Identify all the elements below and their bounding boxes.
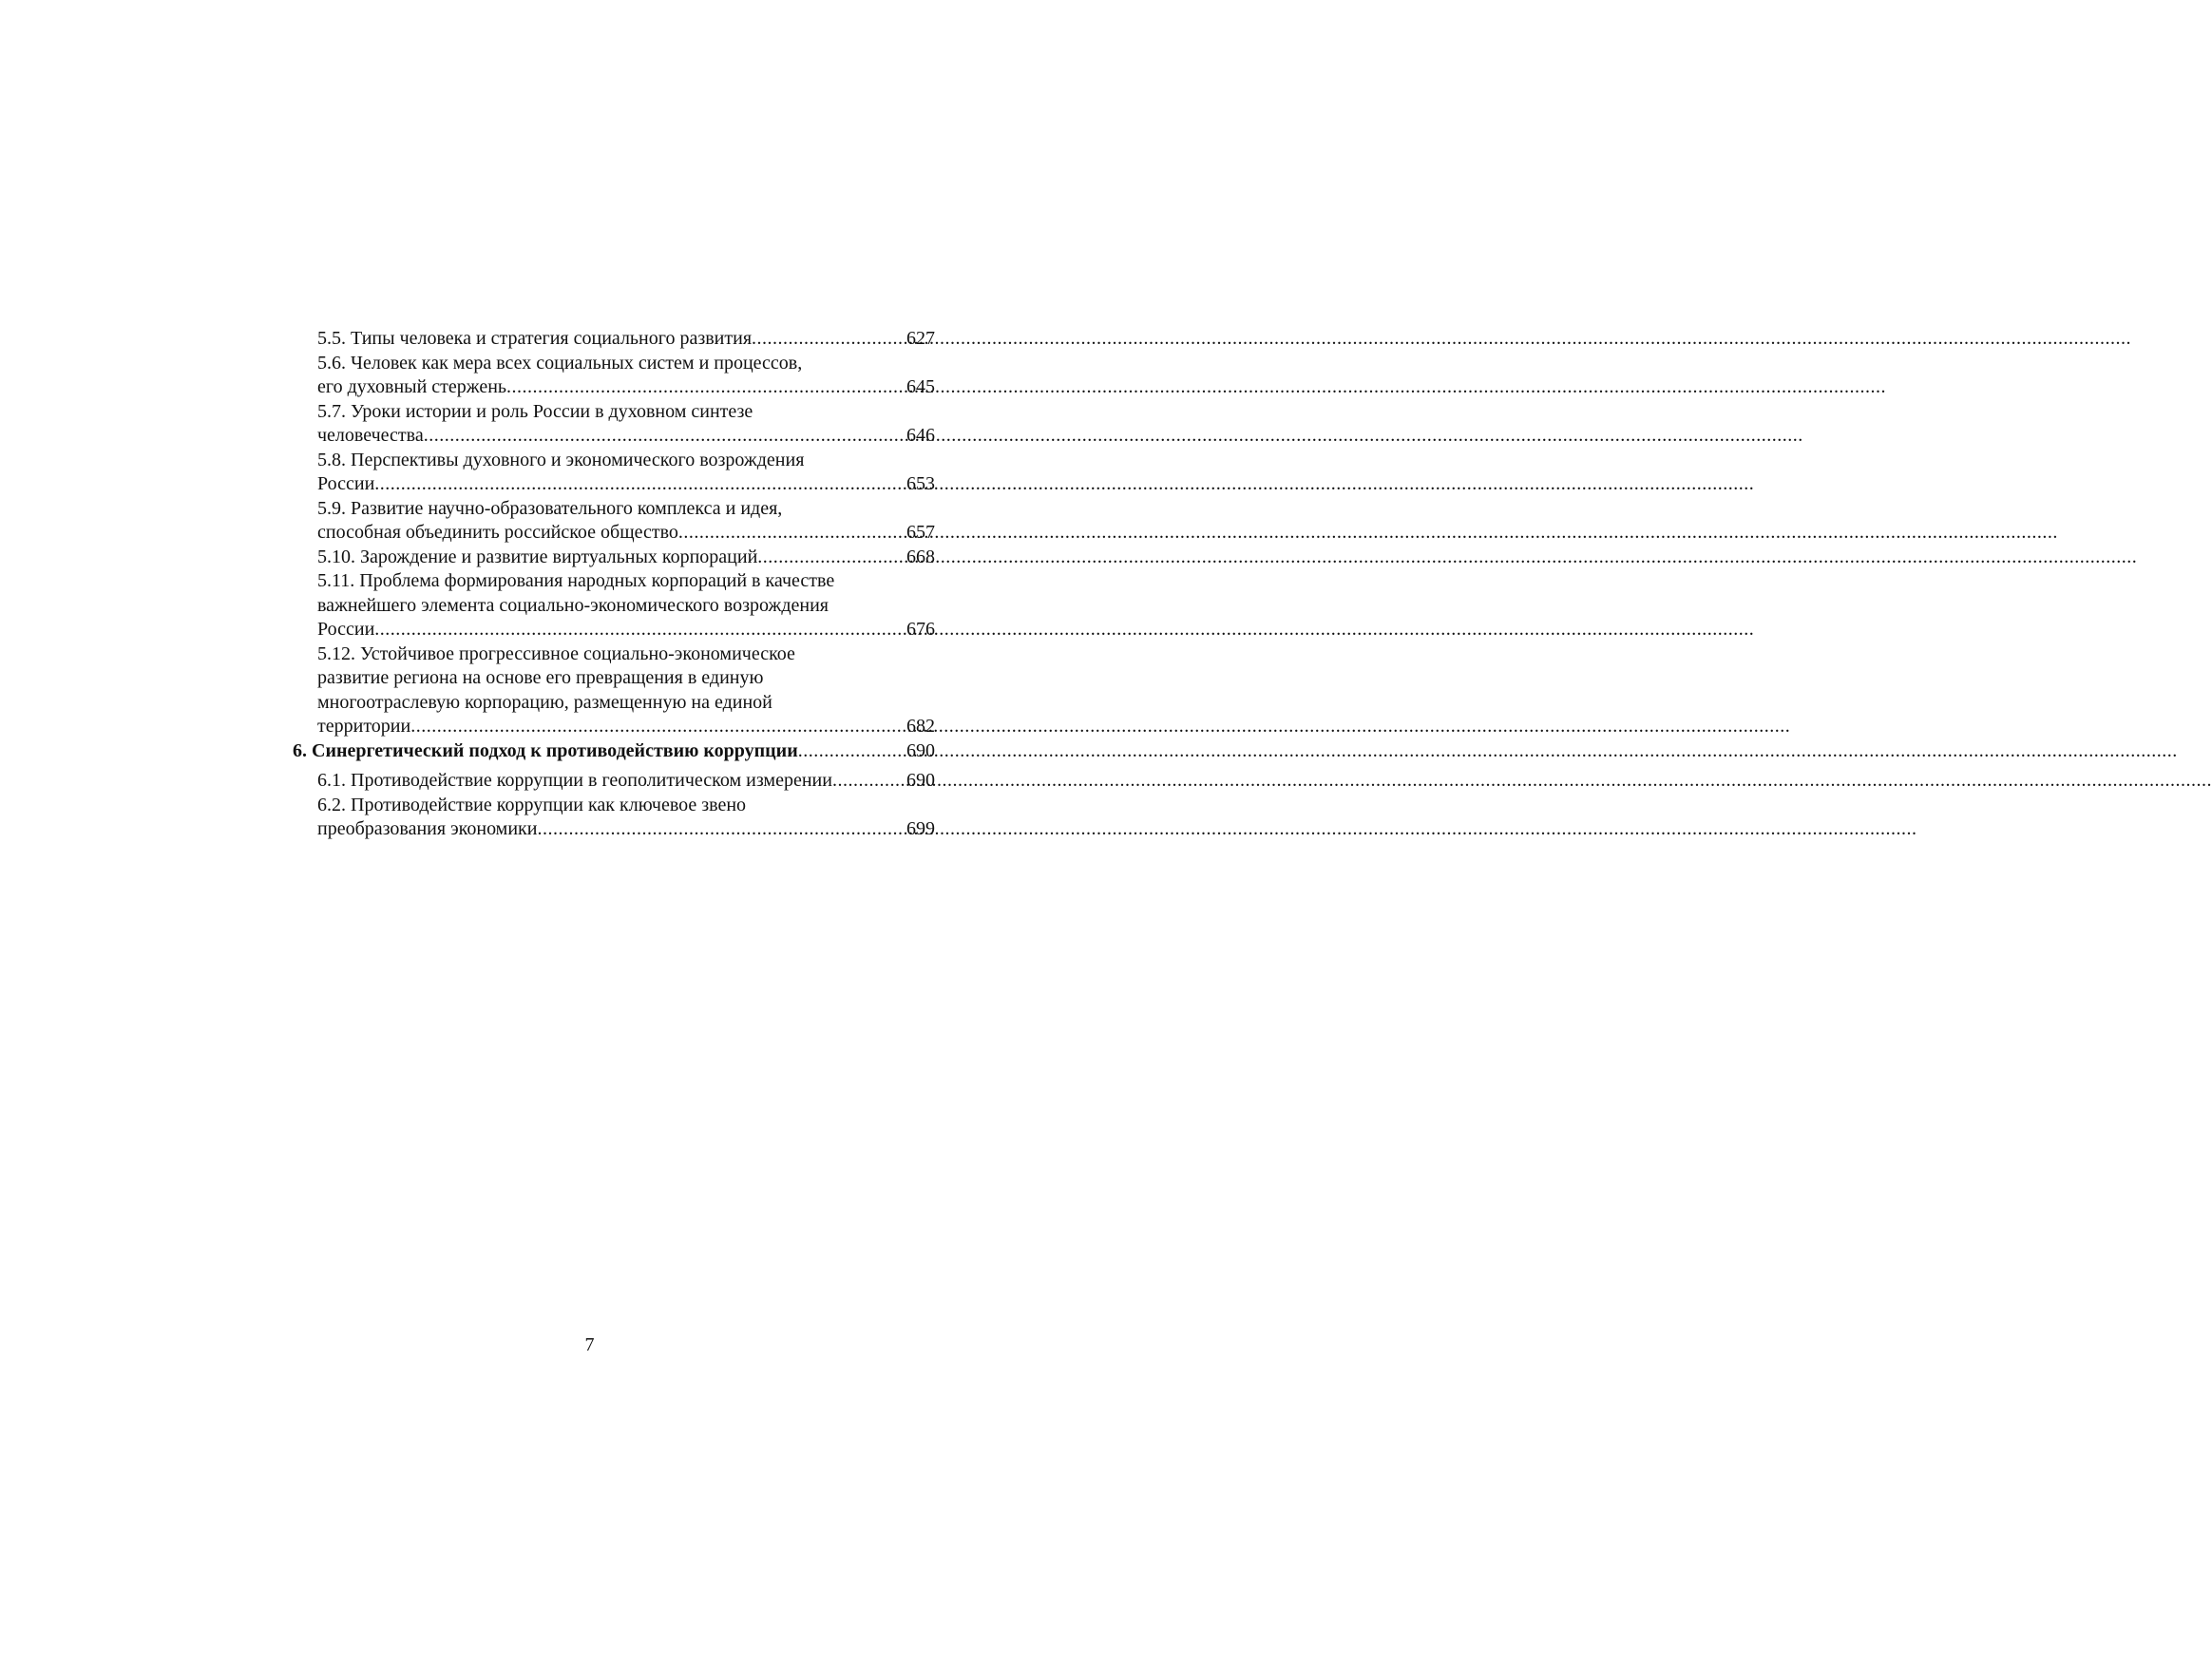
toc-entry-title-line: развитие региона на основе его превращения в единую xyxy=(317,667,764,688)
toc-entry-title-line: многоотраслевую корпорацию, размещенную на единой xyxy=(317,691,772,713)
toc-entry-title-line: человечества xyxy=(317,425,424,446)
dot-leader xyxy=(537,817,905,842)
toc-entry-title-line: России xyxy=(317,473,375,494)
dot-leader xyxy=(506,375,905,400)
toc-page-number: 690 xyxy=(906,770,935,791)
dot-leader xyxy=(757,546,905,570)
page-number: 7 xyxy=(584,1334,595,1355)
toc-entry-title-line: способная объединить российское общество xyxy=(317,522,678,543)
toc-chapter-entry[interactable] xyxy=(293,739,935,764)
toc-entry-title-line: преобразования экономики xyxy=(317,818,538,839)
toc-entry[interactable] xyxy=(293,642,935,739)
dot-leader xyxy=(424,424,905,449)
toc-entry-leader-line xyxy=(293,817,935,842)
toc-entry[interactable] xyxy=(293,794,935,842)
toc-entry-leader-line xyxy=(293,618,935,642)
toc-page-number: 657 xyxy=(906,522,935,543)
toc-entry-leader-line xyxy=(293,375,935,400)
toc-entry-title-line: 5.6. Человек как мера всех социальных систем и процессов, xyxy=(317,352,803,374)
toc-entry-title-line: его духовный стержень xyxy=(317,376,507,397)
toc-page-number: 676 xyxy=(906,619,935,640)
toc-entry-title-line: 6. Синергетический подход к противодействию коррупции xyxy=(293,739,798,761)
toc-page-number: 682 xyxy=(906,716,935,737)
toc-entry-leader-line xyxy=(293,546,935,570)
toc-entry[interactable] xyxy=(293,352,935,400)
toc-page-number: 645 xyxy=(906,376,935,397)
toc-entry-title-line: важнейшего элемента социально-экономического возрождения xyxy=(317,594,829,616)
dot-leader xyxy=(410,715,905,739)
toc-page-number: 699 xyxy=(906,818,935,839)
toc-page-number: 668 xyxy=(906,546,935,567)
dot-leader xyxy=(374,472,905,497)
dot-leader xyxy=(752,327,905,352)
toc-entry-leader-line xyxy=(293,739,935,764)
toc-entry-leader-line xyxy=(293,424,935,449)
toc-entry-leader-line xyxy=(293,769,935,794)
dot-leader xyxy=(678,521,905,546)
toc-entry-leader-line xyxy=(293,472,935,497)
toc-entry-title-line: 5.7. Уроки истории и роль России в духовном синтезе xyxy=(317,400,753,422)
toc-entry[interactable] xyxy=(293,400,935,449)
toc-entry-title-line: 6.1. Противодействие коррупции в геополитическом измерении xyxy=(317,770,832,791)
toc-entry-title-line: 5.5. Типы человека и стратегия социального развития xyxy=(317,328,753,349)
toc-entry-title-line: России xyxy=(317,619,375,640)
dot-leader xyxy=(798,739,905,764)
toc-entry-title-line: 6.2. Противодействие коррупции как ключевое звено xyxy=(317,794,747,815)
toc-entry-title-line: 5.11. Проблема формирования народных корпораций в качестве xyxy=(317,570,835,591)
dot-leader xyxy=(832,769,905,794)
toc-entry-title-line: 5.12. Устойчивое прогрессивное социально-экономическое xyxy=(317,642,795,664)
toc-page-number: 653 xyxy=(906,473,935,494)
toc-entry-title-line: 5.8. Перспективы духовного и экономического возрождения xyxy=(317,449,805,470)
toc-entry[interactable] xyxy=(293,327,935,352)
toc-entry-title-line: территории xyxy=(317,716,411,737)
toc-entry-title-line: 5.10. Зарождение и развитие виртуальных корпораций xyxy=(317,546,758,567)
toc-entry-title-line: 5.9. Развитие научно-образовательного комплекса и идея, xyxy=(317,497,783,519)
table-of-contents xyxy=(293,327,935,842)
toc-entry[interactable] xyxy=(293,449,935,497)
toc-page-number: 646 xyxy=(906,425,935,446)
toc-entry-leader-line xyxy=(293,327,935,352)
toc-entry[interactable] xyxy=(293,569,935,642)
toc-page-number: 627 xyxy=(906,328,935,349)
toc-entry[interactable] xyxy=(293,546,935,570)
toc-entry-leader-line xyxy=(293,715,935,739)
toc-page-number: 690 xyxy=(906,739,935,761)
toc-entry-leader-line xyxy=(293,521,935,546)
dot-leader xyxy=(374,618,905,642)
toc-entry[interactable] xyxy=(293,497,935,546)
toc-entry[interactable] xyxy=(293,769,935,794)
